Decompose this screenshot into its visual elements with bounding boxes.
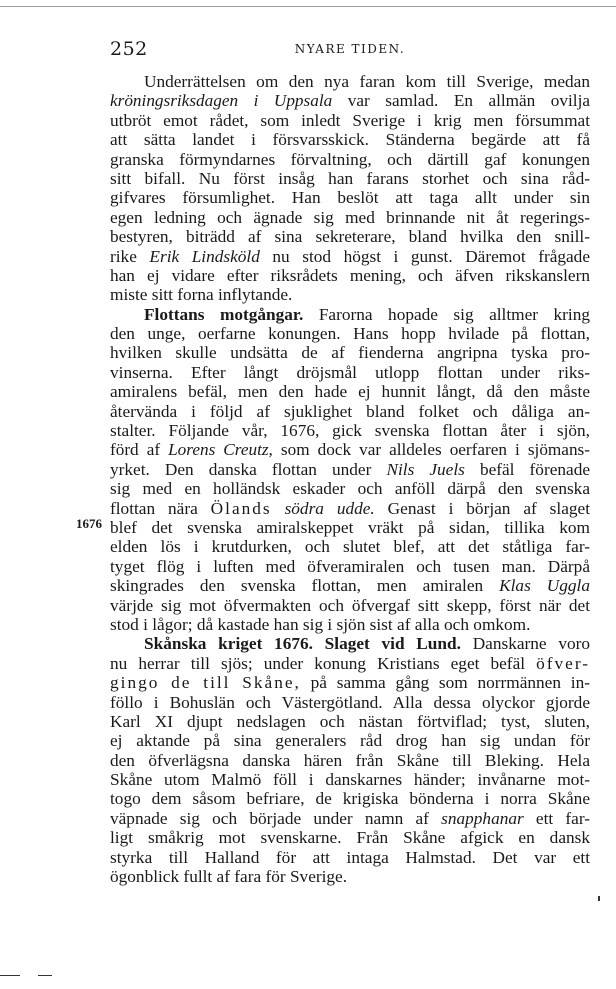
text-run: skingrades den svenska flottan, men amiralen [110, 576, 500, 596]
text-line-with-margin-note [110, 499, 590, 518]
text-line [110, 324, 590, 343]
text-run: blef det svenska amiralskeppet vräkt på sidan, tillika kom [110, 517, 590, 537]
text-line [110, 693, 590, 712]
text-run: egen ledning och ägnade sig med brinnande nit åt regerings- [110, 207, 590, 227]
text-run: Genast i början af slaget [374, 498, 590, 518]
print-mark [598, 896, 600, 901]
footer-rule [0, 975, 20, 976]
text-run: den unge, oerfarne konungen. Hans hopp hvilade på flottan, [110, 324, 590, 344]
text-line [110, 673, 590, 692]
text-run: som dock var alldeles oerfaren i sjömans- [272, 440, 590, 460]
text-line [110, 91, 590, 110]
text-line [110, 557, 590, 576]
text-run: Danskarne voro [460, 634, 590, 654]
text-line [110, 654, 590, 673]
text-run: amiralens befäl, men den hade ej hunnit långt, då den måste [110, 382, 590, 402]
text-run: Skåne utom Malmö föll i danskarnes händer; invånarne mot- [110, 770, 590, 790]
italic-run: snapphanar [441, 808, 524, 828]
text-run: på samma gång som norrmännen in- [300, 673, 590, 693]
text-line [110, 111, 590, 130]
top-rule [0, 6, 616, 7]
text-line [110, 227, 590, 246]
text-line [110, 828, 590, 847]
text-line [110, 72, 590, 91]
text-line [110, 382, 590, 401]
text-line [110, 789, 590, 808]
text-line [110, 770, 590, 789]
text-run [272, 499, 285, 518]
text-run: att sätta landet i försvarsskick. Ständerna begärde att få [110, 130, 590, 150]
text-line [110, 848, 590, 867]
text-line [110, 867, 590, 886]
text-line [110, 285, 590, 304]
italic-run: Nils Juels [386, 459, 465, 479]
text-run: ej aktande på sina generalers råd drog han sig undan för [110, 731, 590, 751]
text-line [110, 169, 590, 188]
spaced-run: gingo de till Skåne, [110, 673, 301, 693]
footer-rule [38, 975, 52, 976]
text-line [110, 188, 590, 207]
text-run: den öfverlägsna danska hären från Skåne till Bleking. Hela [110, 750, 590, 770]
text-line [110, 615, 590, 634]
text-line [110, 440, 590, 459]
text-run: Underrättelsen om den nya faran kom till Sverige, medan [144, 72, 590, 91]
text-run: nu herrar till sjös; under konung Kristians eget befäl [110, 653, 537, 673]
text-line [110, 712, 590, 731]
section-heading-line [110, 305, 590, 324]
text-run: föllo i Bohuslän och Västergötland. Alla dessa olyckor gjorde [110, 692, 590, 712]
text-line [110, 363, 590, 382]
text-run: flottan nära [110, 498, 211, 518]
spaced-run: Ölands [210, 498, 272, 518]
text-run: yrket. Den danska flottan under [110, 459, 387, 479]
text-run: rike [110, 246, 150, 266]
text-line [110, 809, 590, 828]
text-run: utbröt emot rådet, som inledt Sverige i krig men försummat [110, 110, 590, 130]
text-run: elden lös i krutdurken, och slutet blef, att det ståtliga far- [110, 537, 590, 557]
spaced-run: öfver- [536, 653, 590, 673]
text-run: togo dem såsom befriare, de krigiska bönderna i norra Skåne [110, 789, 590, 809]
text-run: värjde sig mot öfvermakten och öfvergaf sitt skepp, först när det [110, 595, 590, 615]
page-number: 252 [110, 38, 148, 60]
text-run: stalter. Följande vår, 1676, gick svenska flottan åter i sjön, [110, 421, 590, 441]
text-line [110, 537, 590, 556]
text-line [110, 130, 590, 149]
text-line [110, 208, 590, 227]
text-run: miste sitt forna inflytande. [110, 285, 293, 305]
italic-run: Erik Lindsköld [149, 246, 260, 266]
text-line [110, 421, 590, 440]
text-run: Karl XI djupt nedslagen och nästan förtviflad; tyst, sluten, [110, 711, 590, 731]
italic-run: södra udde. [284, 498, 375, 518]
text-run: var samlad. En allmän ovilja [332, 91, 590, 111]
italic-run: Klas Uggla [499, 576, 590, 596]
text-run: bestyren, biträdd af sina sekreterare, bland hvilka den snill- [110, 227, 590, 247]
text-line [110, 479, 590, 498]
text-run: ligt småkrig mot svenskarne. Från Skåne afgick en dansk [110, 828, 590, 848]
text-run: stod i lågor; då kastade han sig i sjön sist af alla och omkom. [110, 614, 531, 634]
page-header [110, 38, 590, 64]
text-run: gifvares försumlighet. Han beslöt att taga allt under sin [110, 188, 590, 208]
text-run: tyget flög i luften med öfveramiralen och tusen man. Därpå [110, 556, 590, 576]
text-run: förd af [110, 440, 169, 460]
text-line [110, 247, 590, 266]
section-heading: Flottans motgångar. [144, 304, 304, 324]
text-run: befäl förenade [464, 459, 590, 479]
text-run: vinserna. Efter långt dröjsmål utlopp flottan under riks- [110, 362, 590, 382]
text-run: sitt bifall. Nu först insåg han farans storhet och sina råd- [110, 168, 590, 188]
text-run: återvända i följd af sjuklighet bland folket och dåliga an- [110, 401, 590, 421]
italic-run: Lorens Creutz, [168, 440, 273, 460]
text-run: hvilken skulle undsätta de af fienderna angripna tyska pro- [110, 343, 590, 363]
margin-note-year: 1676 [76, 516, 102, 531]
text-run: granska förmyndarnes förvaltning, och därtill gaf konungen [110, 149, 590, 169]
text-line [110, 460, 590, 479]
text-line [110, 751, 590, 770]
text-line [110, 576, 590, 595]
text-line [110, 596, 590, 615]
text-run: Farorna hopade sig alltmer kring [303, 304, 590, 324]
text-line [110, 731, 590, 750]
text-line [110, 266, 590, 285]
text-run: väpnade sig och började under namn af [110, 808, 442, 828]
text-line [110, 343, 590, 362]
text-line [110, 518, 590, 537]
text-run: ögonblick fullt af fara för Sverige. [110, 867, 348, 887]
text-line [110, 150, 590, 169]
text-run: han ej vidare efter riksrådets mening, och äfven rikskanslern [110, 265, 590, 285]
text-run: ett far- [523, 808, 590, 828]
running-head: NYARE TIDEN. [294, 42, 406, 56]
italic-run: kröningsriksdagen i Uppsala [110, 91, 333, 111]
section-heading: Skånska kriget 1676. Slaget vid Lund. [144, 634, 461, 654]
text-line [110, 402, 590, 421]
section-heading-line [110, 634, 590, 653]
body-text [110, 72, 590, 886]
text-run: styrka till Halland för att intaga Halmstad. Det var ett [110, 847, 590, 867]
text-run: nu stod högst i gunst. Däremot frågade [259, 246, 590, 266]
text-run: sig med en holländsk eskader och anföll därpå den svenska [110, 479, 590, 499]
